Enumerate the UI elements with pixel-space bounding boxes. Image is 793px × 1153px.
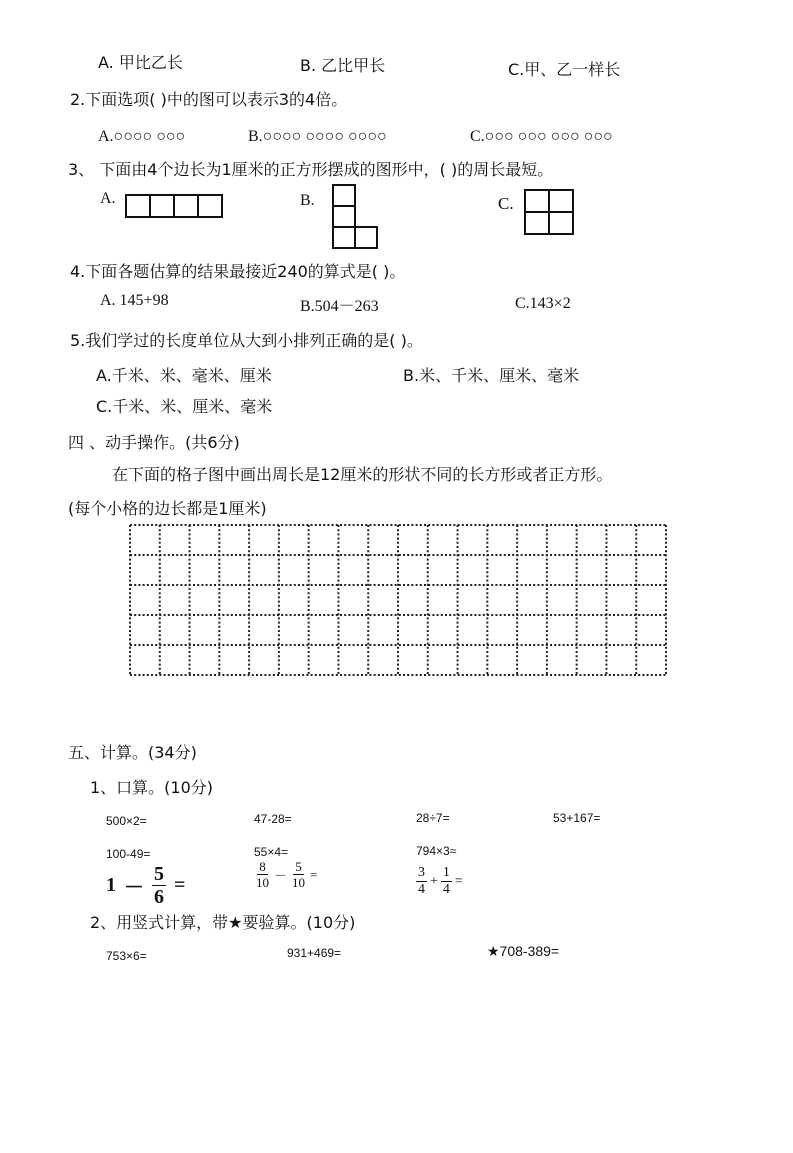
q4-option-b: B.504－263: [300, 298, 379, 315]
q2-option-c: C.○○○ ○○○ ○○○ ○○○: [470, 128, 613, 145]
q3-option-b-label: B.: [300, 192, 315, 209]
numerator: 3: [418, 865, 425, 880]
q3-option-c-label: C.: [498, 194, 514, 213]
q4-option-a: A. 145+98: [100, 292, 169, 309]
denominator: 10: [292, 875, 306, 890]
calc-item: 794×3≈: [416, 844, 457, 858]
fraction: [254, 860, 271, 889]
fraction-expression-2: [254, 860, 317, 889]
q4-question: 4.下面各题估算的结果最接近240的算式是( )。: [70, 262, 406, 281]
whole-number: 1: [106, 874, 116, 896]
q3-option-a-label: A.: [100, 190, 116, 207]
numerator: 5: [154, 863, 164, 885]
calc-item: 53+167=: [553, 811, 601, 825]
calc-item: 47-28=: [254, 812, 292, 826]
section5-title: 五、计算。(34分): [68, 743, 197, 762]
equals-sign: =: [310, 866, 318, 882]
q3-shape-b-square: [332, 226, 356, 249]
q2-option-a: A.○○○○ ○○○: [98, 128, 186, 145]
calc-item: 28÷7=: [416, 811, 450, 825]
q5-option-b: B.米、千米、厘米、毫米: [403, 366, 580, 385]
denominator: 4: [418, 882, 425, 897]
denominator: 4: [442, 882, 450, 897]
q2-question: 2.下面选项( )中的图可以表示3的4倍。: [70, 90, 348, 109]
q1-option-c: C.甲、乙一样长: [508, 60, 621, 79]
q3-shape-a-square: [125, 194, 151, 218]
section4-title: 四 、动手操作。(共6分): [68, 433, 240, 452]
calc-item: 753×6=: [106, 949, 147, 963]
q5-question: 5.我们学过的长度单位从大到小排列正确的是( )。: [70, 331, 423, 350]
q3-shape-a-square: [173, 194, 199, 218]
q3-shape-c-square: [524, 189, 550, 213]
q4-option-c: C.143×2: [515, 295, 571, 312]
q5-option-a: A.千米、米、毫米、厘米: [96, 366, 272, 385]
q3-shape-c-square: [548, 211, 574, 235]
q1-option-a: A. 甲比乙长: [98, 53, 183, 72]
q3-shape-c-square: [548, 189, 574, 213]
fraction: [416, 866, 427, 897]
q3-question: 3、 下面由4个边长为1厘米的正方形摆成的图形中，( )的周长最短。: [68, 160, 554, 179]
q3-shape-a-square: [149, 194, 175, 218]
section5-sub1-title: 1、口算。(10分): [90, 778, 214, 797]
operator: －: [124, 877, 144, 899]
section4-note: (每个小格的边长都是1厘米): [68, 499, 267, 518]
q3-shape-c-square: [524, 211, 550, 235]
equals-sign: =: [454, 873, 463, 889]
calc-item: 500×2=: [106, 814, 147, 828]
q1-option-b: B. 乙比甲长: [300, 56, 386, 75]
q3-shape-b-square: [354, 226, 378, 249]
numerator: 5: [295, 859, 302, 874]
denominator: 10: [256, 875, 269, 890]
calc-item: 100-49=: [106, 847, 151, 861]
q5-option-c: C.千米、米、厘米、毫米: [96, 397, 273, 416]
q3-shape-b-square: [332, 184, 356, 207]
operator: +: [430, 873, 438, 889]
fraction: [441, 866, 452, 897]
q2-option-b: B.○○○○ ○○○○ ○○○○: [248, 128, 387, 145]
numerator: 8: [259, 859, 266, 874]
q3-shape-a-square: [197, 194, 223, 218]
numerator: 1: [442, 865, 450, 880]
fraction-expression-1: [106, 864, 185, 907]
calc-item: 55×4=: [254, 845, 289, 859]
dotted-grid-paper[interactable]: [128, 523, 668, 677]
denominator: 6: [154, 886, 164, 908]
fraction-expression-3: [416, 866, 463, 897]
operator: －: [274, 868, 288, 883]
calc-item: 931+469=: [287, 946, 342, 960]
section4-instruction: 在下面的格子图中画出周长是12厘米的形状不同的长方形或者正方形。: [112, 465, 613, 484]
fraction: [152, 864, 166, 907]
section5-sub2-title: 2、用竖式计算，带★要验算。(10分): [90, 913, 356, 932]
q3-shape-b-square: [332, 205, 356, 228]
fraction: [290, 860, 307, 889]
calc-item: ★708-389=: [487, 943, 560, 959]
equals-sign: =: [174, 874, 186, 896]
